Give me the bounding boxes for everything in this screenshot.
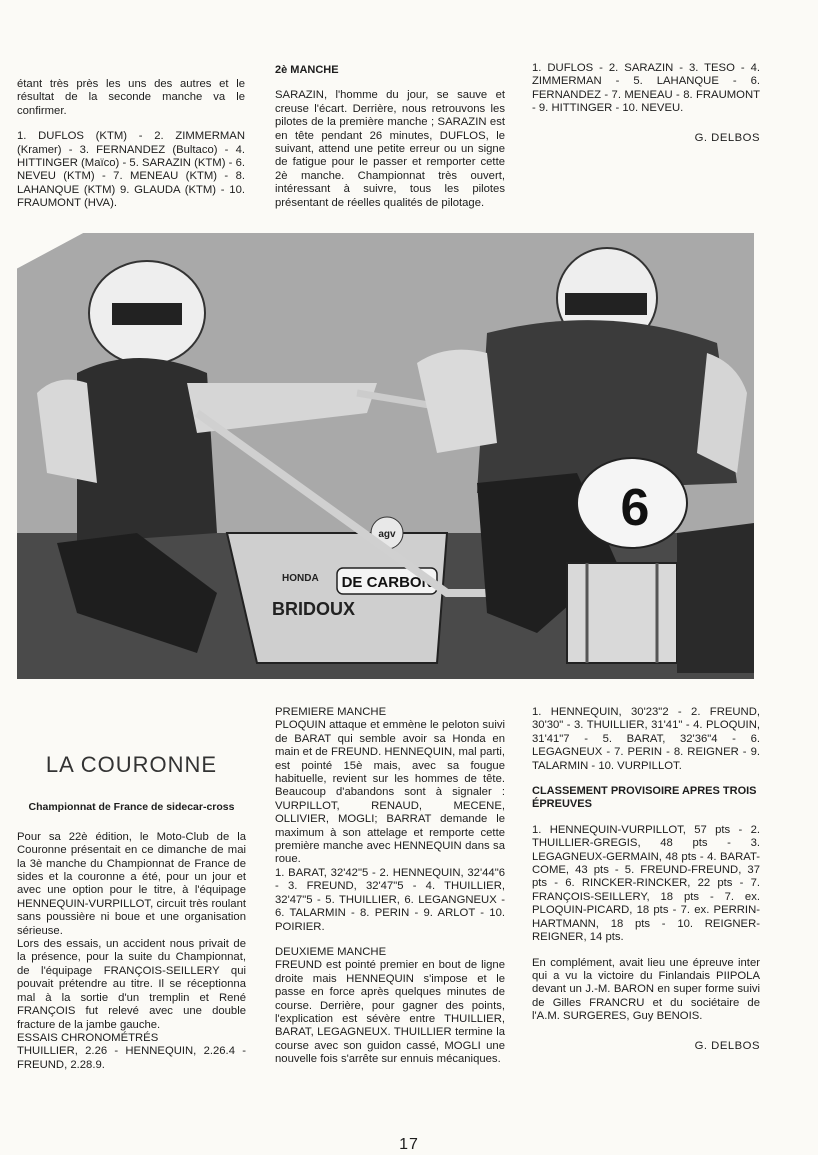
top-middle-column xyxy=(275,64,505,210)
agv-logo-text: agv xyxy=(378,529,396,540)
results-paragraph: 1. BARAT, 32'42"5 - 2. HENNEQUIN, 32'44"6 - 3. FREUND, 32'47"5 - 4. THUILLIER, 32'47"5 - 5. THUILLIER, 6. LEGANGNEUX - 6. TALARMIN - 8. PERIN - 9. ARLOT - 10. POIRIER. xyxy=(275,866,505,933)
paragraph: SARAZIN, l'homme du jour, se sauve et creuse l'écart. Derrière, nous retrouvons les pilotes de la première manche ; SARAZIN est en tête pendant 26 minutes, DUFLOS, le suivant, attend une petite erreur ou un signe de fatigue pour le passer et remporter cette 2è manche. Championnat très ouvert, intéressant à suivre, tous les pilotes présentant de réelles qualités de pilotage. xyxy=(275,89,505,209)
sidecar-brand-text: BRIDOUX xyxy=(272,599,356,619)
top-right-column xyxy=(532,62,760,145)
section-heading: DEUXIEME MANCHE xyxy=(275,945,387,958)
paragraph: FREUND est pointé premier en bout de ligne droite mais HENNEQUIN s'impose et le passe en force après quelques minutes de course. Derrière, pour gagner des points, l'explication est sévère entre THUILLIER, BARAT, LEGAGNEUX. THUILLIER termine la course avec son guidon cassé, MOGLI une nouvelle fois s'arrête sur ennuis mécaniques. xyxy=(275,959,505,1066)
paragraph: PLOQUIN attaque et emmène le peloton suivi de BARAT qui semble avoir sa Honda en main et de FREUND. HENNEQUIN, mal parti, est pointé 15è mais, avec sa fougue habituelle, revient sur les hommes de tête. Beaucoup d'abandons sont à signaler : VURPILLOT, RENAUD, MECENE, OLLIVIER, MOGLI; BARRAT demande le maximum à son attelage et remporte cette première manche avec HENNEQUIN dans sa roue. xyxy=(275,719,505,866)
paragraph: étant très près les uns des autres et le résultat de la seconde manche va le confirmer. xyxy=(17,78,245,117)
author-signature: G. DELBOS xyxy=(694,131,760,144)
section-heading: PREMIERE MANCHE xyxy=(275,706,387,718)
section-heading: ESSAIS CHRONOMÉTRÉS xyxy=(17,1031,159,1044)
top-left-column xyxy=(17,78,245,211)
number-plate-text: 6 xyxy=(620,479,650,537)
bottom-right-column xyxy=(532,706,760,1053)
results-paragraph: 1. DUFLOS (KTM) - 2. ZIMMERMAN (Kramer) - 3. FERNANDEZ (Bultaco) - 4. HITTINGER (Maïco) - 5. SARAZIN (KTM) - 6. NEVEU (KTM) - 7. MENEAU (KTM) - 8. LAHANQUE (KTM) 9. GLAUDA (KTM) - 10. FRAUMONT (HVA). xyxy=(17,130,245,210)
results-paragraph: THUILLIER, 2.26 - HENNEQUIN, 2.26.4 - FREUND, 2.28.9. xyxy=(17,1045,246,1071)
results-paragraph: 1. DUFLOS - 2. SARAZIN - 3. TESO - 4. ZIMMERMAN - 5. LAHANQUE - 6. FERNANDEZ - 7. MENEAU - 8. FRAUMONT - 9. HITTINGER - 10. NEVEU. xyxy=(532,62,760,115)
sidecar-illustration xyxy=(17,233,754,679)
author-signature: G. DELBOS xyxy=(694,1039,760,1052)
article-subtitle: Championnat de France de sidecar-cross xyxy=(28,801,235,814)
paragraph: Lors des essais, un accident nous privait de la présence, pour la suite du Championnat, de l'équipage FRANÇOIS-SEILLERY qui pouvait prétendre au titre. Il se réceptionna mal à la sortie d'un tremplin et René FRANÇOIS fut relevé avec une double fracture de la jambe gauche. xyxy=(17,938,246,1031)
section-heading: CLASSEMENT PROVISOIRE APRES TROIS ÉPREUVES xyxy=(532,785,757,811)
paragraph: En complément, avait lieu une épreuve inter qui a vu la victoire du Finlandais PIIPOLA devant un J.-M. BARON en super forme suivi de Gilles FRANCRU et du sociétaire de l'A.M. SURGERES, Guy BENOIS. xyxy=(532,956,760,1023)
bottom-left-column xyxy=(17,752,246,1072)
sidecar-photo xyxy=(17,233,754,679)
article-title: LA COURONNE xyxy=(45,752,218,777)
section-heading: 2è MANCHE xyxy=(275,64,339,76)
page-number: 17 xyxy=(399,1136,419,1153)
standings-paragraph: 1. HENNEQUIN-VURPILLOT, 57 pts - 2. THUILLIER-GREGIS, 48 pts - 3. LEGAGNEUX-GERMAIN, 48 pts - 4. BARAT-COME, 43 pts - 5. FREUND-FREUND, 37 pts - 6. RINCKER-RINCKER, 22 pts - 7. FRANÇOIS-SEILLERY, 18 pts - 7. ex. PLOQUIN-PICARD, 18 pts - 7. ex. PERRIN-HARTMANN, 18 pts - 10. REIGNER-REIGNER, 14 pts. xyxy=(532,823,760,944)
sidecar-logo-text: DE CARBON xyxy=(341,574,433,591)
honda-text: HONDA xyxy=(282,573,319,584)
bottom-middle-column xyxy=(275,706,505,1067)
paragraph: Pour sa 22è édition, le Moto-Club de la Couronne présentait en ce dimanche de mai la 3è manche du Championnat de France de sides et la couronne a été, pour un jour et avec une option pour le titre, à l'équipage HENNEQUIN-VURPILLOT, circuit très roulant sans poussière ni boue et une organisation sérieuse. xyxy=(17,830,246,937)
results-paragraph: 1. HENNEQUIN, 30'23"2 - 2. FREUND, 30'30" - 3. THUILLIER, 31'41" - 4. PLOQUIN, 31'41"7 - 5. BARAT, 32'36"4 - 6. LEGAGNEUX - 7. PERIN - 8. REIGNER - 9. TALARMIN - 10. VURPILLOT. xyxy=(532,706,760,772)
